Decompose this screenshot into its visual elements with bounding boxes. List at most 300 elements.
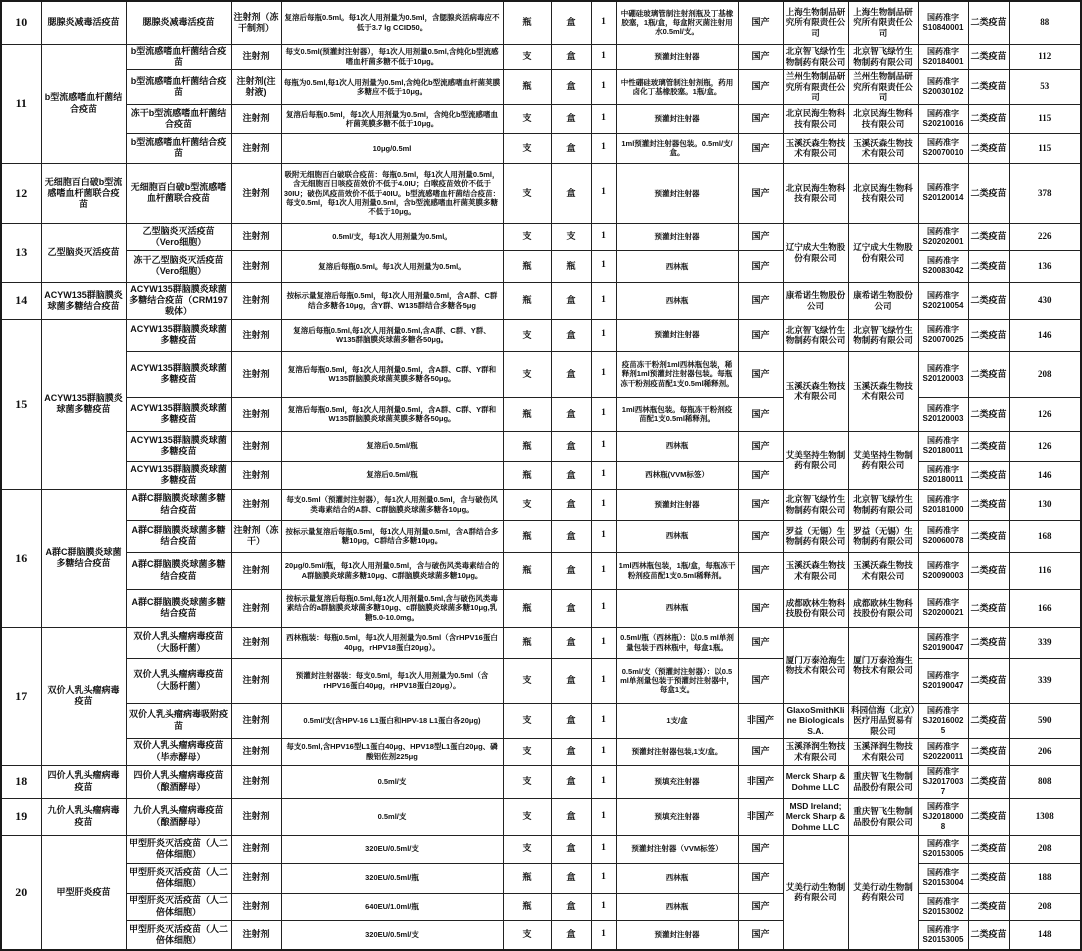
vaccine-type-cell: 二类疫苗 [968, 104, 1009, 133]
origin-cell: 国产 [738, 351, 783, 397]
quantity-cell: 1 [591, 520, 616, 552]
table-row [1, 893, 1081, 920]
packaging-material-cell: 0.5ml/瓶（西林瓶）：以0.5 ml单剂量包装于西林瓶中，每盒1瓶。 [616, 627, 738, 658]
approval-number: S20190047 [922, 680, 964, 690]
specification-cell: 复溶后每瓶0.5ml,每1次人用剂量0.5ml,含A群、C群、Y群、W135群脑膜炎球菌多糖各50μg。 [281, 319, 503, 351]
min-unit-cell: 支 [503, 163, 551, 223]
package-unit-cell: 盒 [551, 863, 591, 893]
approval-prefix: 国药准字 [927, 46, 959, 56]
min-unit-cell: 支 [503, 738, 551, 765]
approval-prefix: 国药准字 [927, 465, 959, 475]
approval-number: SJ20180008 [922, 811, 964, 831]
price-cell: 226 [1009, 223, 1081, 250]
vaccine-type-cell: 二类疫苗 [968, 798, 1009, 835]
row-number-cell: 18 [1, 765, 41, 798]
row-number-cell: 12 [1, 163, 41, 223]
table-row [1, 765, 1081, 798]
approval-number: S20083042 [922, 266, 964, 276]
quantity-cell: 1 [591, 223, 616, 250]
marketing-holder-cell: 辽宁成大生物股份有限公司 [848, 223, 918, 282]
approval-number: S20202001 [922, 236, 964, 246]
marketing-holder-cell: 艾美行动生物制药有限公司 [848, 835, 918, 950]
min-unit-cell: 支 [503, 489, 551, 520]
approval-number-cell [918, 1, 968, 44]
vaccine-name-cell: 腮腺炎减毒活疫苗 [126, 1, 231, 44]
approval-number-cell [918, 431, 968, 461]
quantity-cell: 1 [591, 319, 616, 351]
origin-cell: 国产 [738, 104, 783, 133]
package-unit-cell: 盒 [551, 163, 591, 223]
approval-number-cell [918, 70, 968, 105]
package-unit-cell: 盒 [551, 351, 591, 397]
vaccine-type-cell: 二类疫苗 [968, 765, 1009, 798]
marketing-holder-cell: 北京智飞绿竹生物制药有限公司 [848, 319, 918, 351]
marketing-holder-cell: 玉溪沃森生物技术有限公司 [848, 133, 918, 163]
price-cell: 136 [1009, 250, 1081, 282]
vaccine-type-cell: 二类疫苗 [968, 489, 1009, 520]
package-unit-cell: 支 [551, 223, 591, 250]
approval-prefix: 国药准字 [927, 924, 959, 934]
dosage-form-cell: 注射剂 [231, 835, 281, 863]
marketing-holder-cell: 北京民海生物科技有限公司 [848, 163, 918, 223]
approval-prefix: 国药准字 [927, 183, 959, 193]
approval-number: S20153005 [922, 934, 964, 944]
vaccine-name-cell: b型流感嗜血杆菌结合疫苗 [126, 133, 231, 163]
approval-number-cell [918, 397, 968, 431]
approval-prefix: 国药准字 [927, 705, 959, 715]
vaccine-name-cell: ACYW135群脑膜炎球菌多糖疫苗 [126, 461, 231, 489]
packaging-material-cell: 预灌封注射器 [616, 489, 738, 520]
manufacturer-cell: 成都欧林生物科技股份有限公司 [783, 589, 848, 627]
price-cell: 146 [1009, 319, 1081, 351]
vaccine-type-cell: 二类疫苗 [968, 250, 1009, 282]
origin-cell: 非国产 [738, 765, 783, 798]
table-row [1, 461, 1081, 489]
dosage-form-cell: 注射剂 [231, 250, 281, 282]
approval-number-cell [918, 893, 968, 920]
approval-prefix: 国药准字 [927, 598, 959, 608]
approval-number-cell [918, 351, 968, 397]
packaging-material-cell: 预灌封注射器 [616, 319, 738, 351]
approval-prefix: 国药准字 [927, 76, 959, 86]
packaging-material-cell: 预灌封注射器 [616, 104, 738, 133]
vaccine-category-cell: b型流感嗜血杆菌结合疫苗 [41, 44, 126, 163]
dosage-form-cell: 注射剂 [231, 738, 281, 765]
package-unit-cell: 盒 [551, 489, 591, 520]
table-row [1, 489, 1081, 520]
approval-prefix: 国药准字 [927, 632, 959, 642]
vaccine-name-cell: ACYW135群脑膜炎球菌多糖疫苗 [126, 319, 231, 351]
approval-prefix: 国药准字 [927, 138, 959, 148]
vaccine-name-cell: 双价人乳头瘤病毒疫苗（大肠杆菌） [126, 658, 231, 703]
row-number-cell: 19 [1, 798, 41, 835]
table-row [1, 703, 1081, 738]
marketing-holder-cell: 北京民海生物科技有限公司 [848, 104, 918, 133]
row-number-cell: 13 [1, 223, 41, 282]
vaccine-name-cell: 四价人乳头瘤病毒疫苗（酿酒酵母） [126, 765, 231, 798]
marketing-holder-cell: 玉溪沃森生物技术有限公司 [848, 351, 918, 431]
specification-cell: 20μg/0.5ml/瓶，每1次人用剂量0.5ml，含与破伤风类毒素结合的A群脑膜炎球菌多糖10μg、C群脑膜炎球菌多糖10μg。 [281, 552, 503, 589]
approval-prefix: 国药准字 [927, 404, 959, 414]
manufacturer-cell: 玉溪泽润生物技术有限公司 [783, 738, 848, 765]
origin-cell: 国产 [738, 520, 783, 552]
packaging-material-cell: 西林瓶(VVM标签） [616, 461, 738, 489]
table-row [1, 520, 1081, 552]
min-unit-cell: 支 [503, 44, 551, 70]
approval-prefix: 国药准字 [927, 364, 959, 374]
packaging-material-cell: 西林瓶 [616, 893, 738, 920]
approval-number-cell [918, 461, 968, 489]
approval-number-cell [918, 920, 968, 950]
manufacturer-cell: 玉溪沃森生物技术有限公司 [783, 133, 848, 163]
price-cell: 208 [1009, 351, 1081, 397]
origin-cell: 国产 [738, 250, 783, 282]
vaccine-name-cell: A群C群脑膜炎球菌多糖结合疫苗 [126, 552, 231, 589]
origin-cell: 国产 [738, 44, 783, 70]
vaccine-type-cell: 二类疫苗 [968, 133, 1009, 163]
min-unit-cell: 支 [503, 920, 551, 950]
min-unit-cell: 瓶 [503, 1, 551, 44]
marketing-holder-cell: 科园信海（北京）医疗用品贸易有限公司 [848, 703, 918, 738]
packaging-material-cell: 疫苗冻干粉剂1ml西林瓶包装，稀释剂1ml预灌封注射器包装。每瓶冻干粉剂疫苗配1支0.5ml稀释剂。 [616, 351, 738, 397]
vaccine-type-cell: 二类疫苗 [968, 920, 1009, 950]
origin-cell: 国产 [738, 920, 783, 950]
vaccine-name-cell: 双价人乳头瘤病毒疫苗（大肠杆菌） [126, 627, 231, 658]
vaccine-category-cell: ACYW135群脑膜炎球菌多糖结合疫苗 [41, 282, 126, 319]
marketing-holder-cell: 成都欧林生物科技股份有限公司 [848, 589, 918, 627]
quantity-cell: 1 [591, 1, 616, 44]
specification-cell: 复溶后每瓶0.5ml，每1次人用剂量0.5ml，含A群、C群、Y群和W135群脑膜炎球菌荚膜多糖各50μg。 [281, 397, 503, 431]
price-cell: 112 [1009, 44, 1081, 70]
approval-number-cell [918, 798, 968, 835]
specification-cell: 320EU/0.5ml/支 [281, 835, 503, 863]
quantity-cell: 1 [591, 920, 616, 950]
packaging-material-cell: 预灌封注射器 [616, 44, 738, 70]
dosage-form-cell: 注射剂 [231, 319, 281, 351]
min-unit-cell: 支 [503, 319, 551, 351]
quantity-cell: 1 [591, 431, 616, 461]
origin-cell: 国产 [738, 163, 783, 223]
packaging-material-cell: 1支/盒 [616, 703, 738, 738]
price-cell: 130 [1009, 489, 1081, 520]
package-unit-cell: 盒 [551, 461, 591, 489]
specification-cell: 0.5ml/支 [281, 798, 503, 835]
vaccine-type-cell: 二类疫苗 [968, 397, 1009, 431]
vaccine-name-cell: ACYW135群脑膜炎球菌多糖疫苗 [126, 351, 231, 397]
vaccine-category-cell: 腮腺炎减毒活疫苗 [41, 1, 126, 44]
approval-prefix: 国药准字 [927, 526, 959, 536]
origin-cell: 国产 [738, 397, 783, 431]
origin-cell: 国产 [738, 223, 783, 250]
table-row [1, 835, 1081, 863]
price-cell: 590 [1009, 703, 1081, 738]
packaging-material-cell: 中性硼硅玻璃管制注射剂瓶，药用卤化丁基橡胶塞。1瓶/盒。 [616, 70, 738, 105]
vaccine-type-cell: 二类疫苗 [968, 703, 1009, 738]
manufacturer-cell: Merck Sharp & Dohme LLC [783, 765, 848, 798]
approval-prefix: 国药准字 [927, 801, 959, 811]
vaccine-category-cell: 双价人乳头瘤病毒疫苗 [41, 627, 126, 765]
vaccine-name-cell: 九价人乳头瘤病毒疫苗（酿酒酵母） [126, 798, 231, 835]
row-number-cell: 17 [1, 627, 41, 765]
approval-number: SJ20170037 [922, 776, 964, 796]
price-cell: 188 [1009, 863, 1081, 893]
approval-prefix: 国药准字 [927, 670, 959, 680]
origin-cell: 非国产 [738, 798, 783, 835]
table-row [1, 397, 1081, 431]
dosage-form-cell: 注射剂 [231, 397, 281, 431]
specification-cell: 吸附无细胞百白破联合疫苗：每瓶0.5ml，每1次人用剂量0.5ml，含无细胞百日咳疫苗效价不低于4.0IU；白喉疫苗效价不低于30IU；破伤风疫苗效价不低于40IU。b型流感嗜血杆菌结合疫苗：每支0.5ml，每1次人用剂量0.5ml，含b型流感嗜血杆菌荚膜多糖不低于10μg。 [281, 163, 503, 223]
min-unit-cell: 瓶 [503, 461, 551, 489]
manufacturer-cell: 艾美坚持生物制药有限公司 [783, 431, 848, 489]
approval-prefix: 国药准字 [927, 290, 959, 300]
min-unit-cell: 瓶 [503, 893, 551, 920]
approval-prefix: 国药准字 [927, 839, 959, 848]
quantity-cell: 1 [591, 893, 616, 920]
origin-cell: 国产 [738, 893, 783, 920]
marketing-holder-cell: 重庆智飞生物制品股份有限公司 [848, 765, 918, 798]
vaccine-type-cell: 二类疫苗 [968, 520, 1009, 552]
min-unit-cell: 支 [503, 351, 551, 397]
packaging-material-cell: 西林瓶 [616, 282, 738, 319]
origin-cell: 国产 [738, 461, 783, 489]
marketing-holder-cell: 艾美坚持生物制药有限公司 [848, 431, 918, 489]
package-unit-cell: 瓶 [551, 250, 591, 282]
manufacturer-cell: 北京智飞绿竹生物制药有限公司 [783, 489, 848, 520]
manufacturer-cell: 辽宁成大生物股份有限公司 [783, 223, 848, 282]
manufacturer-cell: 北京智飞绿竹生物制药有限公司 [783, 44, 848, 70]
approval-prefix: 国药准字 [927, 560, 959, 570]
approval-number-cell [918, 489, 968, 520]
specification-cell: 320EU/0.5ml/瓶 [281, 863, 503, 893]
specification-cell: 每支0.5ml,含HPV16型L1蛋白40μg、HPV18型L1蛋白20μg、磷酸铝佐剂225μg [281, 738, 503, 765]
manufacturer-cell: 玉溪沃森生物技术有限公司 [783, 552, 848, 589]
origin-cell: 国产 [738, 738, 783, 765]
quantity-cell: 1 [591, 70, 616, 105]
vaccine-name-cell: b型流感嗜血杆菌结合疫苗 [126, 70, 231, 105]
price-cell: 339 [1009, 658, 1081, 703]
vaccine-name-cell: 甲型肝炎灭活疫苗（人二倍体细胞） [126, 835, 231, 863]
quantity-cell: 1 [591, 863, 616, 893]
table-row [1, 658, 1081, 703]
min-unit-cell: 瓶 [503, 589, 551, 627]
specification-cell: 640EU/1.0ml/瓶 [281, 893, 503, 920]
min-unit-cell: 支 [503, 703, 551, 738]
specification-cell: 每支0.5ml（预灌封注射器），每1次人用剂量0.5ml，含与破伤风类毒素结合的A群、C群脑膜炎球菌多糖各10μg。 [281, 489, 503, 520]
marketing-holder-cell: 上海生物制品研究所有限责任公司 [848, 1, 918, 44]
approval-number: S20120014 [922, 193, 964, 203]
vaccine-name-cell: 双价人乳头瘤病毒吸附疫苗 [126, 703, 231, 738]
packaging-material-cell: 预填充注射器 [616, 798, 738, 835]
quantity-cell: 1 [591, 658, 616, 703]
row-number-cell: 10 [1, 1, 41, 44]
quantity-cell: 1 [591, 835, 616, 863]
quantity-cell: 1 [591, 397, 616, 431]
marketing-holder-cell: 玉溪泽润生物技术有限公司 [848, 738, 918, 765]
packaging-material-cell: 预灌封注射器包装,1支/盒。 [616, 738, 738, 765]
vaccine-type-cell: 二类疫苗 [968, 223, 1009, 250]
origin-cell: 国产 [738, 589, 783, 627]
vaccine-category-cell: 甲型肝炎疫苗 [41, 835, 126, 950]
vaccine-name-cell: A群C群脑膜炎球菌多糖结合疫苗 [126, 489, 231, 520]
dosage-form-cell: 注射剂 [231, 163, 281, 223]
row-number-cell: 16 [1, 489, 41, 627]
vaccine-type-cell: 二类疫苗 [968, 552, 1009, 589]
min-unit-cell: 瓶 [503, 250, 551, 282]
dosage-form-cell: 注射剂 [231, 703, 281, 738]
approval-number-cell [918, 589, 968, 627]
dosage-form-cell: 注射剂 [231, 589, 281, 627]
price-cell: 208 [1009, 835, 1081, 863]
dosage-form-cell: 注射剂 [231, 44, 281, 70]
approval-number-cell [918, 44, 968, 70]
packaging-material-cell: 西林瓶 [616, 863, 738, 893]
dosage-form-cell: 注射剂（冻干制剂） [231, 1, 281, 44]
approval-number-cell [918, 552, 968, 589]
vaccine-name-cell: ACYW135群脑膜炎球菌多糖结合疫苗（CRM197载体） [126, 282, 231, 319]
specification-cell: 320EU/0.5ml/支 [281, 920, 503, 950]
manufacturer-cell: 康希诺生物股份公司 [783, 282, 848, 319]
specification-cell: 复溶后每瓶0.5ml。每1次人用剂量为0.5ml。 [281, 250, 503, 282]
dosage-form-cell: 注射剂 [231, 893, 281, 920]
min-unit-cell: 支 [503, 765, 551, 798]
quantity-cell: 1 [591, 738, 616, 765]
table-row [1, 319, 1081, 351]
table-row [1, 738, 1081, 765]
approval-prefix: 国药准字 [927, 741, 959, 751]
packaging-material-cell: 西林瓶 [616, 431, 738, 461]
approval-number: S20120003 [922, 414, 964, 424]
packaging-material-cell: 预灌封注射器 [616, 223, 738, 250]
approval-prefix: 国药准字 [927, 436, 959, 446]
origin-cell: 非国产 [738, 703, 783, 738]
price-cell: 808 [1009, 765, 1081, 798]
table-row [1, 920, 1081, 950]
dosage-form-cell: 注射剂 [231, 863, 281, 893]
vaccine-type-cell: 二类疫苗 [968, 658, 1009, 703]
min-unit-cell: 支 [503, 835, 551, 863]
origin-cell: 国产 [738, 431, 783, 461]
package-unit-cell: 盒 [551, 397, 591, 431]
table-row [1, 163, 1081, 223]
packaging-material-cell: 预灌封注射器（VVM标签） [616, 835, 738, 863]
min-unit-cell: 瓶 [503, 863, 551, 893]
table-row [1, 70, 1081, 105]
approval-number: S20090003 [922, 570, 964, 580]
vaccine-name-cell: ACYW135群脑膜炎球菌多糖疫苗 [126, 431, 231, 461]
price-cell: 115 [1009, 104, 1081, 133]
dosage-form-cell: 注射剂 [231, 489, 281, 520]
packaging-material-cell: 0.5ml/支（预灌封注射器）：以0.5 ml单剂量包装于预灌封注射器中，每盒1支。 [616, 658, 738, 703]
price-cell: 166 [1009, 589, 1081, 627]
vaccine-category-cell: 无细胞百白破b型流感嗜血杆菌联合疫苗 [41, 163, 126, 223]
dosage-form-cell: 注射剂 [231, 104, 281, 133]
quantity-cell: 1 [591, 798, 616, 835]
packaging-material-cell: 1ml预灌封注射器包装。0.5ml/支/盒。 [616, 133, 738, 163]
package-unit-cell: 盒 [551, 658, 591, 703]
table-row [1, 627, 1081, 658]
vaccine-name-cell: 冻干b型流感嗜血杆菌结合疫苗 [126, 104, 231, 133]
dosage-form-cell: 注射剂（冻干） [231, 520, 281, 552]
package-unit-cell: 盒 [551, 552, 591, 589]
min-unit-cell: 瓶 [503, 282, 551, 319]
price-cell: 115 [1009, 133, 1081, 163]
package-unit-cell: 盒 [551, 282, 591, 319]
origin-cell: 国产 [738, 70, 783, 105]
dosage-form-cell: 注射剂 [231, 351, 281, 397]
table-row [1, 589, 1081, 627]
vaccine-name-cell: A群C群脑膜炎球菌多糖结合疫苗 [126, 520, 231, 552]
vaccine-type-cell: 二类疫苗 [968, 835, 1009, 863]
package-unit-cell: 盒 [551, 104, 591, 133]
quantity-cell: 1 [591, 461, 616, 489]
approval-number: S20070010 [922, 148, 964, 158]
approval-number-cell [918, 250, 968, 282]
table-row [1, 282, 1081, 319]
table-row [1, 552, 1081, 589]
min-unit-cell: 瓶 [503, 520, 551, 552]
price-cell: 1308 [1009, 798, 1081, 835]
approval-number-cell [918, 863, 968, 893]
price-cell: 126 [1009, 431, 1081, 461]
quantity-cell: 1 [591, 282, 616, 319]
specification-cell: 按标示量复溶后每瓶0.5ml，每1次人用剂量0.5ml，含A群结合多糖10μg，C群结合多糖10μg。 [281, 520, 503, 552]
approval-number: S20210016 [922, 118, 964, 128]
manufacturer-cell: 厦门万泰沧海生物技术有限公司 [783, 627, 848, 703]
approval-prefix: 国药准字 [927, 896, 959, 906]
origin-cell: 国产 [738, 835, 783, 863]
package-unit-cell: 盒 [551, 835, 591, 863]
package-unit-cell: 盒 [551, 319, 591, 351]
vaccine-category-cell: 乙型脑炎灭活疫苗 [41, 223, 126, 282]
packaging-material-cell: 1ml西林瓶包装。每瓶冻干粉剂疫苗配1支0.5ml稀释剂。 [616, 397, 738, 431]
dosage-form-cell: 注射剂 [231, 223, 281, 250]
approval-number: S20180011 [922, 475, 964, 485]
row-number-cell: 11 [1, 44, 41, 163]
marketing-holder-cell: 罗益（无锡）生物制药有限公司 [848, 520, 918, 552]
approval-number: S20153002 [922, 906, 964, 916]
vaccine-type-cell: 二类疫苗 [968, 431, 1009, 461]
origin-cell: 国产 [738, 863, 783, 893]
manufacturer-cell: 上海生物制品研究所有限责任公司 [783, 1, 848, 44]
approval-number-cell [918, 319, 968, 351]
vaccine-type-cell: 二类疫苗 [968, 863, 1009, 893]
price-cell: 206 [1009, 738, 1081, 765]
dosage-form-cell: 注射剂 [231, 133, 281, 163]
vaccine-type-cell: 二类疫苗 [968, 738, 1009, 765]
approval-prefix: 国药准字 [927, 868, 959, 877]
specification-cell: 每支0.5ml(预灌封注射器），每1次人用剂量0.5ml,含纯化b型流感嗜血杆菌多糖不低于10μg。 [281, 44, 503, 70]
dosage-form-cell: 注射剂 [231, 282, 281, 319]
packaging-material-cell: 西林瓶 [616, 589, 738, 627]
vaccine-name-cell: b型流感嗜血杆菌结合疫苗 [126, 44, 231, 70]
specification-cell: 复溶后0.5ml/瓶 [281, 461, 503, 489]
specification-cell: 10μg/0.5ml [281, 133, 503, 163]
approval-number: S20220011 [922, 751, 964, 761]
price-cell: 208 [1009, 893, 1081, 920]
quantity-cell: 1 [591, 552, 616, 589]
packaging-material-cell: 西林瓶 [616, 250, 738, 282]
specification-cell: 复溶后每瓶0.5ml，每1次人用剂量为0.5ml，含纯化b型流感嗜血杆菌荚膜多糖不低于10μg。 [281, 104, 503, 133]
approval-prefix: 国药准字 [927, 494, 959, 504]
origin-cell: 国产 [738, 282, 783, 319]
packaging-material-cell: 中硼硅玻璃管制注射剂瓶及丁基橡胶塞，1瓶/盒，每盒附灭菌注射用水0.5ml/支。 [616, 1, 738, 44]
origin-cell: 国产 [738, 658, 783, 703]
vaccine-type-cell: 二类疫苗 [968, 163, 1009, 223]
vaccine-type-cell: 二类疫苗 [968, 893, 1009, 920]
quantity-cell: 1 [591, 627, 616, 658]
table-row [1, 250, 1081, 282]
approval-number: S20190047 [922, 642, 964, 652]
